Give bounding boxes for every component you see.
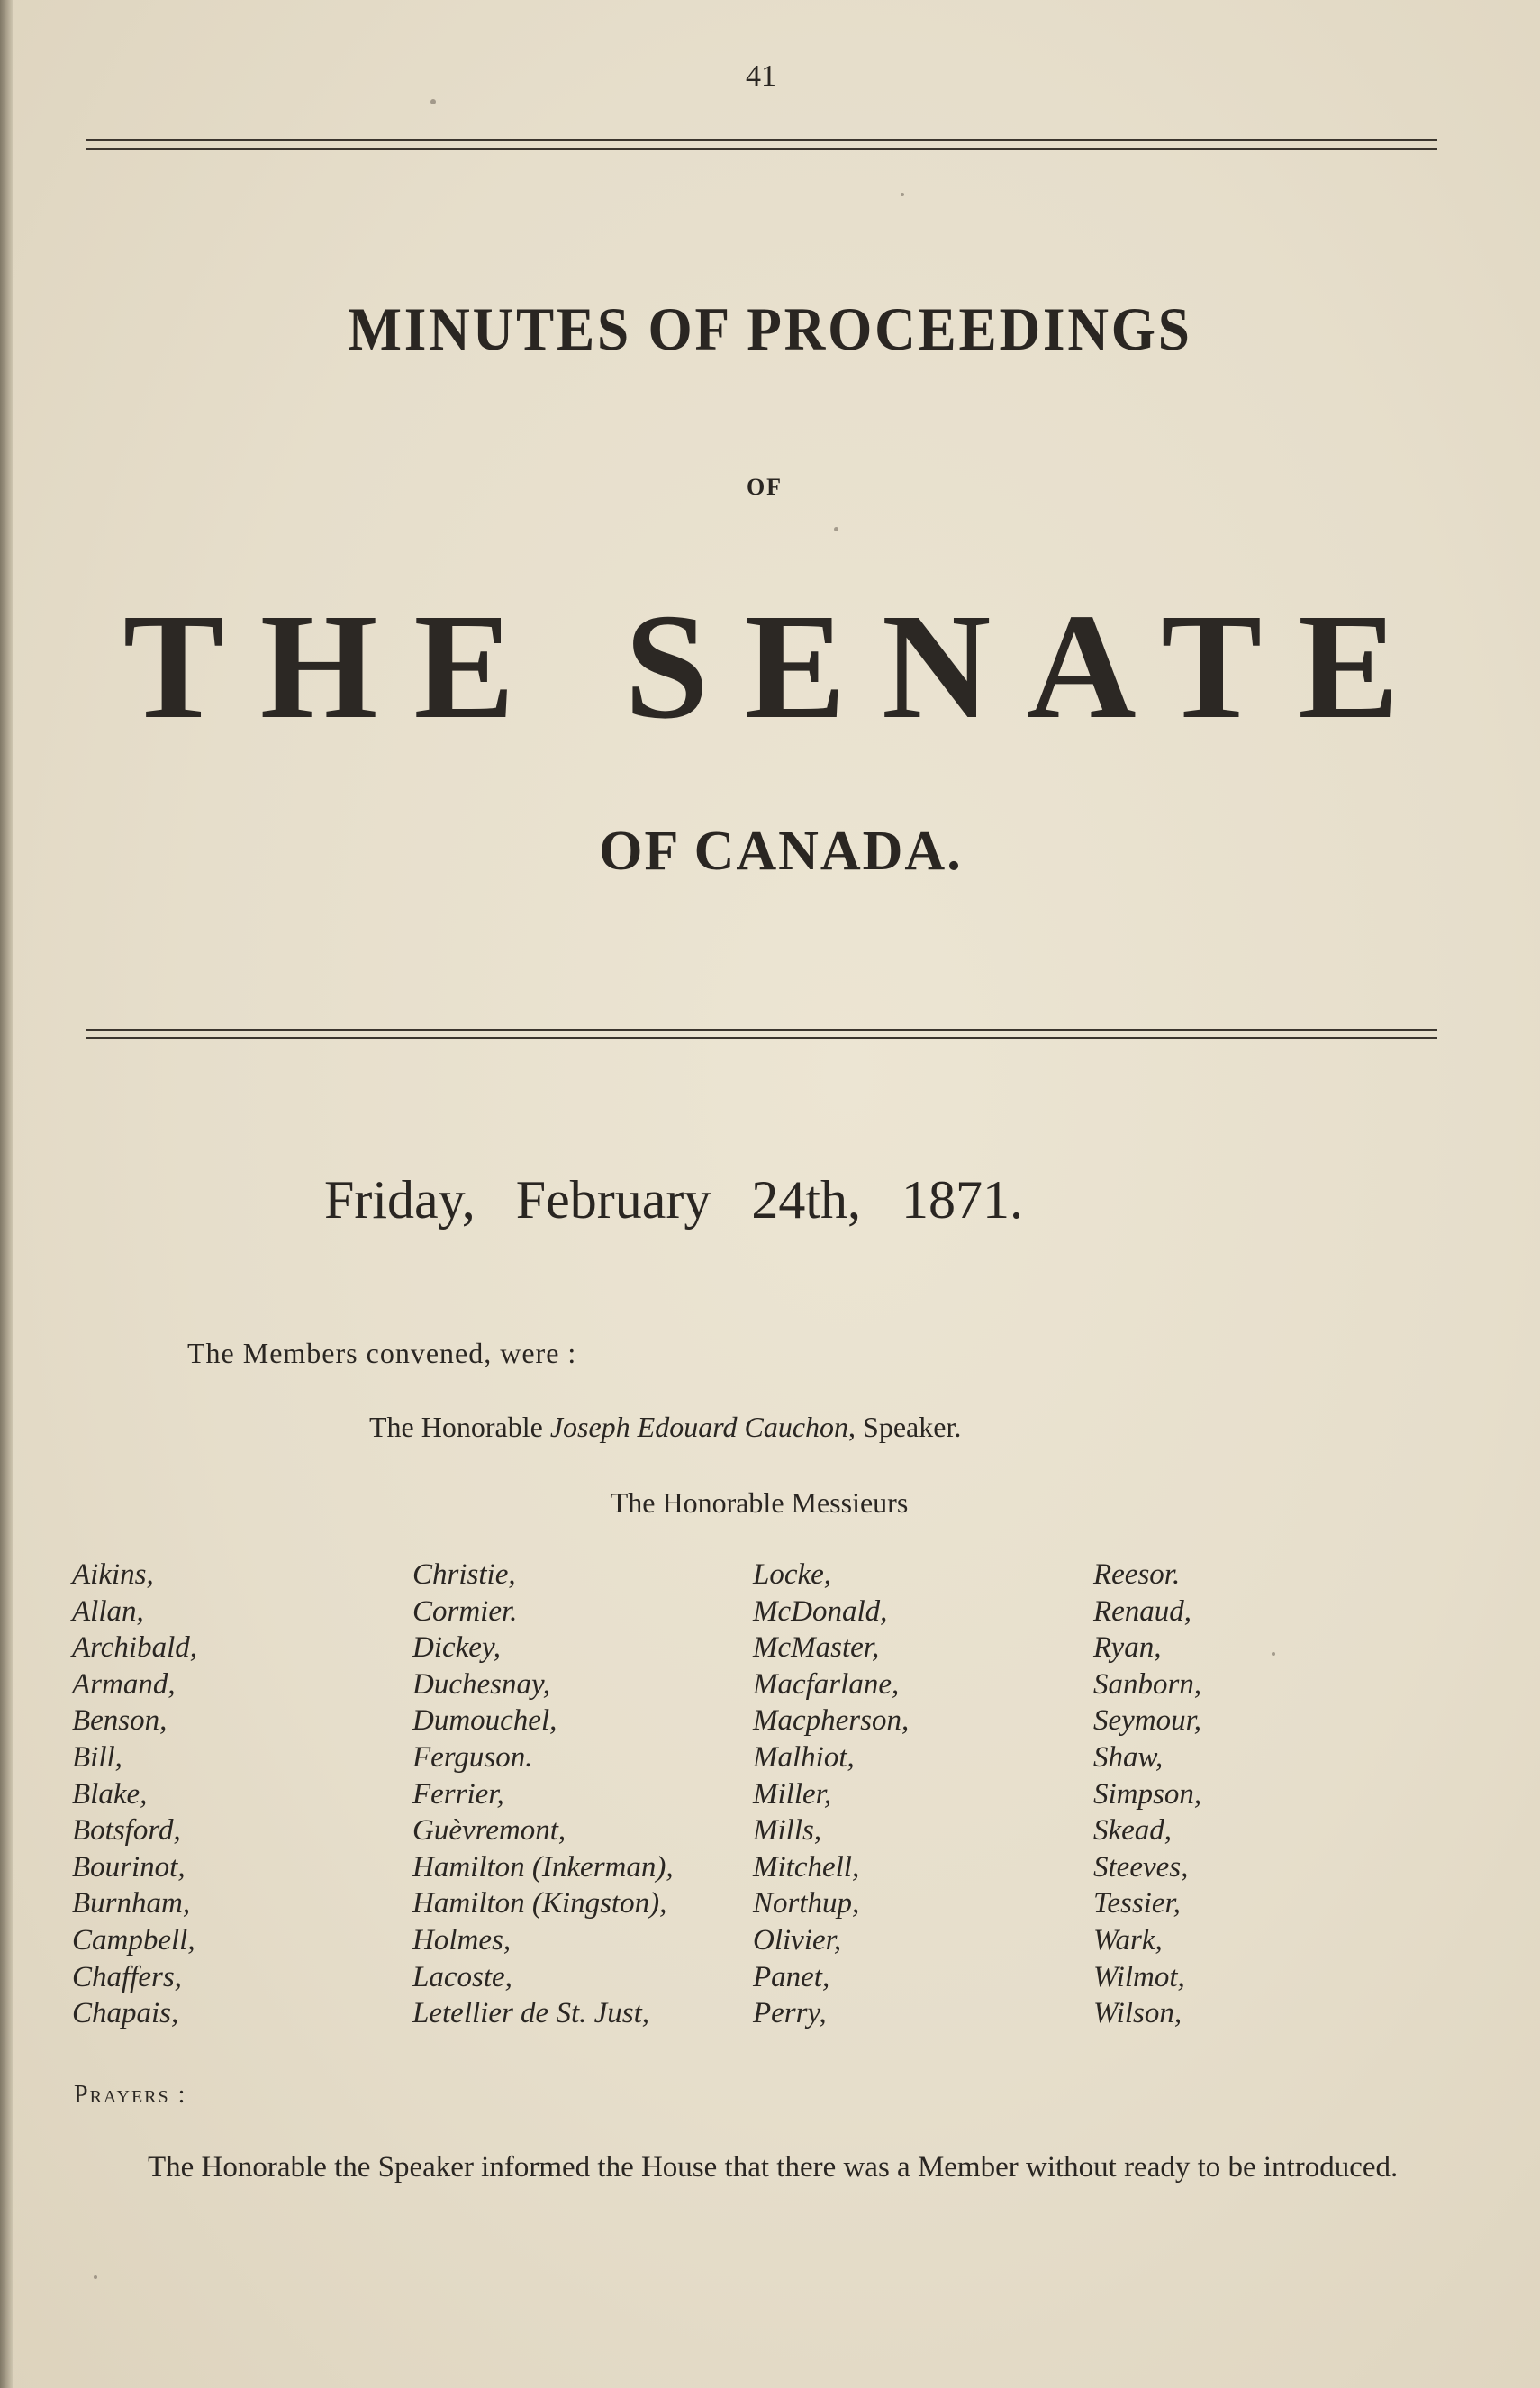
member-name: Panet,	[753, 1960, 830, 1993]
paper-speck	[430, 99, 436, 104]
member-name: McMaster,	[753, 1631, 880, 1665]
member-name: Dickey,	[412, 1631, 502, 1665]
member-name: Wilmot,	[1093, 1960, 1185, 1993]
member-name: Guèvremont,	[412, 1814, 566, 1848]
speaker-name: Joseph Edouard Cauchon	[549, 1411, 849, 1443]
member-name: Macpherson,	[753, 1704, 910, 1738]
member-name: Ferguson.	[412, 1740, 533, 1774]
member-name: Renaud,	[1093, 1594, 1192, 1628]
members-column-2	[412, 1557, 674, 2032]
member-name: Shaw,	[1093, 1740, 1164, 1774]
member-name: Locke,	[753, 1558, 832, 1591]
member-name: Hamilton (Inkerman),	[412, 1850, 674, 1884]
paper-speck	[834, 527, 838, 531]
member-name: Ferrier,	[412, 1777, 504, 1811]
page-number: 41	[746, 59, 776, 93]
member-name: Wilson,	[1093, 1997, 1182, 2030]
paper-speck	[94, 2275, 97, 2279]
member-name: Bourinot,	[72, 1850, 186, 1884]
member-name: Aikins,	[72, 1558, 154, 1591]
member-name: Lacoste,	[412, 1960, 512, 1993]
member-name: Allan,	[72, 1594, 144, 1628]
paper-speck	[1272, 1652, 1275, 1656]
member-name: Cormier.	[412, 1594, 518, 1628]
member-name: Mills,	[753, 1814, 822, 1848]
member-name: Holmes,	[412, 1923, 512, 1957]
member-name: Mitchell,	[753, 1850, 860, 1884]
member-name: Sanborn,	[1093, 1667, 1202, 1701]
member-name: Bill,	[72, 1740, 122, 1774]
member-name: Chapais,	[72, 1997, 179, 2030]
member-name: Seymour,	[1093, 1704, 1202, 1738]
member-name: Duchesnay,	[412, 1667, 551, 1701]
speaker-suffix: , Speaker.	[848, 1411, 962, 1443]
members-convened-text: The Members convened, were :	[187, 1337, 577, 1369]
member-name: Letellier de St. Just,	[412, 1997, 650, 2030]
member-name: Tessier,	[1093, 1887, 1181, 1920]
member-name: Dumouchel,	[412, 1704, 557, 1738]
speaker-line	[369, 1411, 961, 1444]
member-name: Botsford,	[72, 1814, 181, 1848]
title-rule	[86, 1029, 1437, 1039]
member-name: Northup,	[753, 1887, 860, 1920]
member-name: Benson,	[72, 1704, 168, 1738]
session-date: Friday, February 24th, 1871.	[324, 1170, 1024, 1230]
member-name: Simpson,	[1093, 1777, 1202, 1811]
member-name: Macfarlane,	[753, 1667, 900, 1701]
member-name: Skead,	[1093, 1814, 1173, 1848]
member-name: Chaffers,	[72, 1960, 182, 1993]
member-name: Malhiot,	[753, 1740, 855, 1774]
member-name: Christie,	[412, 1558, 516, 1591]
title-of-canada: OF CANADA.	[599, 821, 963, 882]
member-name: Campbell,	[72, 1923, 195, 1957]
member-name: Reesor.	[1093, 1558, 1181, 1591]
intro-paragraph: The Honorable the Speaker informed the House that there was a Member without ready to be introduced.	[148, 2151, 1399, 2184]
member-name: Perry,	[753, 1997, 827, 2030]
prayers-label: Prayers :	[74, 2081, 187, 2109]
member-name: Miller,	[753, 1777, 832, 1811]
member-name: Steeves,	[1093, 1850, 1189, 1884]
member-name: Hamilton (Kingston),	[412, 1887, 667, 1920]
member-name: Wark,	[1093, 1923, 1163, 1957]
member-name: Armand,	[72, 1667, 176, 1701]
title-the-senate: THE SENATE	[122, 583, 1436, 750]
members-column-1	[72, 1557, 197, 2032]
title-minutes-of-proceedings: MINUTES OF PROCEEDINGS	[348, 295, 1192, 363]
members-column-4	[1093, 1557, 1201, 2032]
messieurs-heading: The Honorable Messieurs	[610, 1486, 909, 1519]
member-name: Ryan,	[1093, 1631, 1162, 1665]
member-name: Olivier,	[753, 1923, 842, 1957]
member-name: McDonald,	[753, 1594, 888, 1628]
header-rule	[86, 139, 1437, 150]
binding-edge	[0, 0, 13, 2388]
member-name: Blake,	[72, 1777, 148, 1811]
speaker-prefix: The Honorable	[369, 1411, 543, 1443]
members-column-3	[753, 1557, 909, 2032]
paper-speck	[901, 193, 904, 196]
member-name: Archibald,	[72, 1631, 198, 1665]
title-of: OF	[746, 474, 784, 500]
member-name: Burnham,	[72, 1887, 191, 1920]
